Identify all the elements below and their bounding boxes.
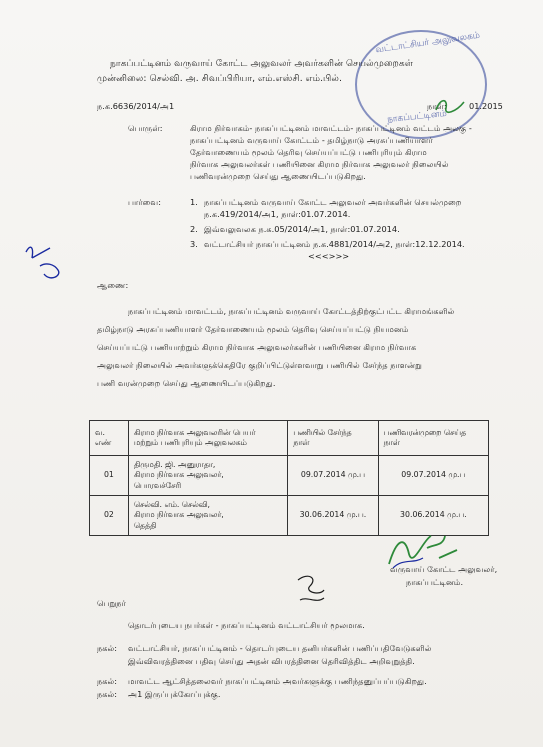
table-header-row bbox=[90, 421, 489, 456]
recipient-line: தொடர்புடைய நபர்கள் - நாகப்பட்டினம் வட்டாட்சியர் மூலமாக. bbox=[128, 620, 365, 630]
initials-signature bbox=[290, 570, 330, 610]
table-row bbox=[90, 456, 489, 496]
cell-name: செல்வி. எம். செல்வி, கிராம நிர்வாக அலுவலர், தெத்தி bbox=[128, 496, 287, 536]
cell-joined: 09.07.2014 மு.ப bbox=[288, 456, 378, 496]
reference-item-number: 3. bbox=[190, 239, 198, 249]
signatory-title: வருவாய் கோட்ட அலுவலர், bbox=[390, 564, 498, 574]
column-header-joined: பணியில் சேர்ந்த நாள் bbox=[288, 421, 378, 456]
subject-line: நாகப்பட்டினம் வருவாய் கோட்டம் - தமிழ்நாடு அரசுப்பணியாளர் bbox=[190, 135, 433, 145]
order-paragraph-line: அலுவலர் நிலையில் அவர்களுக்கெதிரே குறிப்பிட்டுள்ளவாறு பணியில் சேர்ந்த நாளன்று bbox=[97, 360, 422, 370]
margin-initials-signature bbox=[20, 240, 70, 300]
cell-joined: 30.06.2014 மு.ப. bbox=[288, 496, 378, 536]
subject-line: தேர்வாணையம் மூலம் தெரிவு செய்யப்பட்டு பணிபுரியும் கிராம bbox=[190, 147, 427, 157]
subject-line: பணிவரன்முறை செய்து ஆணையிடப்படுகிறது. bbox=[190, 171, 366, 181]
subject-line: கிராம நிர்வாகம்- நாகப்பட்டினம் மாவட்டம்- நாகப்பட்டினம் வட்டம் அலகு - bbox=[190, 123, 472, 133]
header-title: நாகப்பட்டினம் வருவாய் கோட்ட அலுவலர் அவர்களின் செயல்முறைகள் bbox=[110, 58, 414, 69]
copy-line: இவ்விவரத்தினை பதிவு செய்து அதன் விபரத்தினை தெரிவித்திட அறிவுறுத்தி. bbox=[128, 656, 415, 666]
signatory-place: நாகப்பட்டினம். bbox=[406, 577, 464, 587]
cell-regularized: 09.07.2014 மு.ப bbox=[378, 456, 488, 496]
references-label: பார்வை: bbox=[128, 197, 161, 207]
cell-sno: 01 bbox=[90, 456, 129, 496]
reference-number: ந.க.6636/2014/அ1 bbox=[97, 101, 175, 111]
regularization-table bbox=[89, 420, 489, 536]
header-presence: முன்னிலை: செல்வி. அ. சிவப்பிரியா, எம்.எஸ்சி. எம்.பில். bbox=[97, 73, 342, 84]
reference-item-line: நாகப்பட்டினம் வருவாய் கோட்ட அலுவலர் அவர்களின் செயல்முறை bbox=[204, 197, 462, 207]
reference-item-line: இவ்வலுவலக ந.க.05/2014/அ1, நாள்:01.07.2014. bbox=[204, 224, 400, 234]
copy-line: மாவட்ட ஆட்சித்தலைவர் நாகப்பட்டினம் அவர்களுக்கு பணிந்தனுப்பப்படுகிறது. bbox=[128, 676, 427, 686]
copy-label: நகல்: bbox=[97, 676, 118, 686]
reference-item-line: வட்டாட்சியர் நாகப்பட்டினம் ந.க.4881/2014/அ2, நாள்:12.12.2014. bbox=[204, 239, 465, 249]
column-header-regularized: பணிவரன்முறை செய்த நாள் bbox=[378, 421, 488, 456]
stamp-top-text: வட்டாட்சியர் அலுவலகம் bbox=[374, 30, 481, 56]
cell-name: திருமதி. ஜி. அனுராதா, கிராம நிர்வாக அலுவலர், பொரவச்சேரி bbox=[128, 456, 287, 496]
reference-item-number: 1. bbox=[190, 197, 198, 207]
reference-item-line: ந.க.419/2014/அ1, நாள்:01.07.2014. bbox=[204, 209, 351, 219]
order-paragraph-line: செய்யப்பட்டு பணியாற்றும் கிராம நிர்வாக அலுவலர்களின் பணியினை கிராம நிர்வாக bbox=[97, 342, 417, 352]
date-value: 01.2015 bbox=[469, 101, 503, 111]
cell-sno: 02 bbox=[90, 496, 129, 536]
column-header-sno: வ. எண் bbox=[90, 421, 129, 456]
order-paragraph-line: பணி வரன்முறை செய்து ஆணையிடப்படுகிறது. bbox=[97, 378, 276, 388]
reference-item-number: 2. bbox=[190, 224, 198, 234]
copy-line: வட்டாட்சியர், நாகப்பட்டினம் - தொடர்புடைய தனிபர்களின் பணிப்பதிவேடுகளில் bbox=[128, 643, 432, 653]
order-label: ஆணை: bbox=[97, 280, 129, 290]
copy-label: நகல்: bbox=[97, 689, 118, 699]
copy-line: அ1 இருப்புக்கோப்புக்கு. bbox=[128, 689, 221, 699]
date-label: நாள்: bbox=[427, 101, 447, 111]
section-separator: <<<>>> bbox=[308, 251, 350, 261]
stamp-bottom-text: நாகப்பட்டினம் bbox=[386, 108, 448, 126]
subject-line: நிர்வாக அலுவலர்கள் பணியினை கிராம நிர்வாக அலுவலர் நிலையில் bbox=[190, 159, 449, 169]
order-paragraph-line: நாகப்பட்டினம் மாவட்டம், நாகப்பட்டினம் வருவாய் கோட்டத்திற்குட்பட்ட கிராமங்களில் bbox=[128, 306, 455, 316]
order-paragraph-line: தமிழ்நாடு அரசுப்பணியாளர் தேர்வாணையம் மூலம் தெரிவு செய்யப்பட்டு நியமனம் bbox=[97, 324, 409, 334]
copy-label: நகல்: bbox=[97, 643, 118, 653]
subject-label: பொருள்: bbox=[128, 123, 163, 133]
column-header-name: கிராம நிர்வாக அலுவலரின் பெயர் மற்றும் பணிபுரியும் அலுவலகம் bbox=[128, 421, 287, 456]
date-initials-signature bbox=[432, 92, 472, 120]
recipient-label: பெறுநர் bbox=[97, 598, 126, 608]
cell-regularized: 30.06.2014 மு.ப. bbox=[378, 496, 488, 536]
